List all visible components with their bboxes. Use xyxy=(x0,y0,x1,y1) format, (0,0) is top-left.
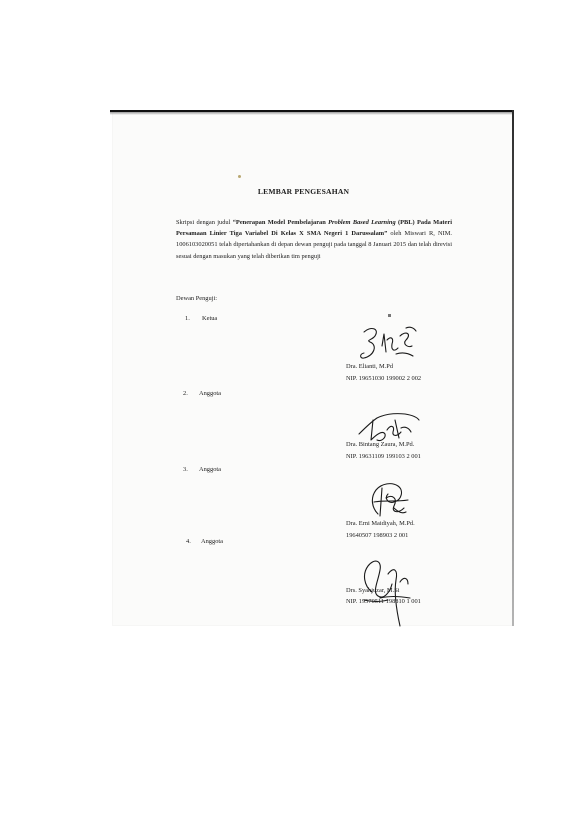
examiner-1-nip: NIP. 19651030 199002 2 002 xyxy=(346,375,422,382)
thesis-title-part1: “Penerapan Model Pembelajaran xyxy=(232,219,329,226)
thesis-title-italic: Problem Based Learning xyxy=(328,219,396,226)
examiner-4-number: 4. xyxy=(186,538,191,545)
examiner-2-number: 2. xyxy=(183,390,188,397)
examiner-3-number: 3. xyxy=(183,466,188,473)
examiner-3-nip: 19640507 198903 2 001 xyxy=(346,532,409,539)
page-title: LEMBAR PENGESAHAN xyxy=(257,187,350,196)
approval-paragraph xyxy=(176,217,452,262)
examiner-2-nip: NIP. 19631109 199103 2 001 xyxy=(346,453,421,460)
examiner-1-number: 1. xyxy=(185,315,190,322)
examiner-2-name: Dra. Bintang Zaura, M.Pd. xyxy=(346,441,415,448)
paragraph-rest: oleh Miswari R, NIM. 1006103020051 telah dipertahankan di depan dewan penguji pada tanggal 8 Januari 2015 dan telah direvisi sesuai dengan masukan yang telah diberikan tim penguji xyxy=(176,230,452,260)
examiner-3-role: Anggota xyxy=(199,466,222,473)
examiner-1-signature xyxy=(356,322,422,366)
examiner-3-signature xyxy=(364,478,414,520)
paragraph-intro: Skripsi dengan judul xyxy=(176,219,233,226)
examiner-1-role: Ketua xyxy=(202,315,218,322)
examiner-3-name: Dra. Erni Maidiyah, M.Pd. xyxy=(346,520,415,527)
examiner-1-name: Dra. Elianti, M.Pd xyxy=(346,363,394,370)
thesis-title-part2: (PBL) Pada Materi Persamaan Linier Tiga Variabel Di Kelas X SMA Negeri 1 Darussalam” xyxy=(176,219,452,238)
examiner-4-role: Anggota xyxy=(201,538,224,545)
examiner-4-nip: NIP. 19570511 198810 1 001 xyxy=(346,598,421,605)
examiner-4-name: Drs. Syahjuzar, M.Si xyxy=(346,587,400,594)
examiner-2-role: Anggota xyxy=(199,390,222,397)
ink-speck xyxy=(238,175,241,178)
ink-mark xyxy=(388,314,391,317)
page-top-shadow xyxy=(110,112,514,115)
board-label: Dewan Penguji: xyxy=(176,295,217,302)
